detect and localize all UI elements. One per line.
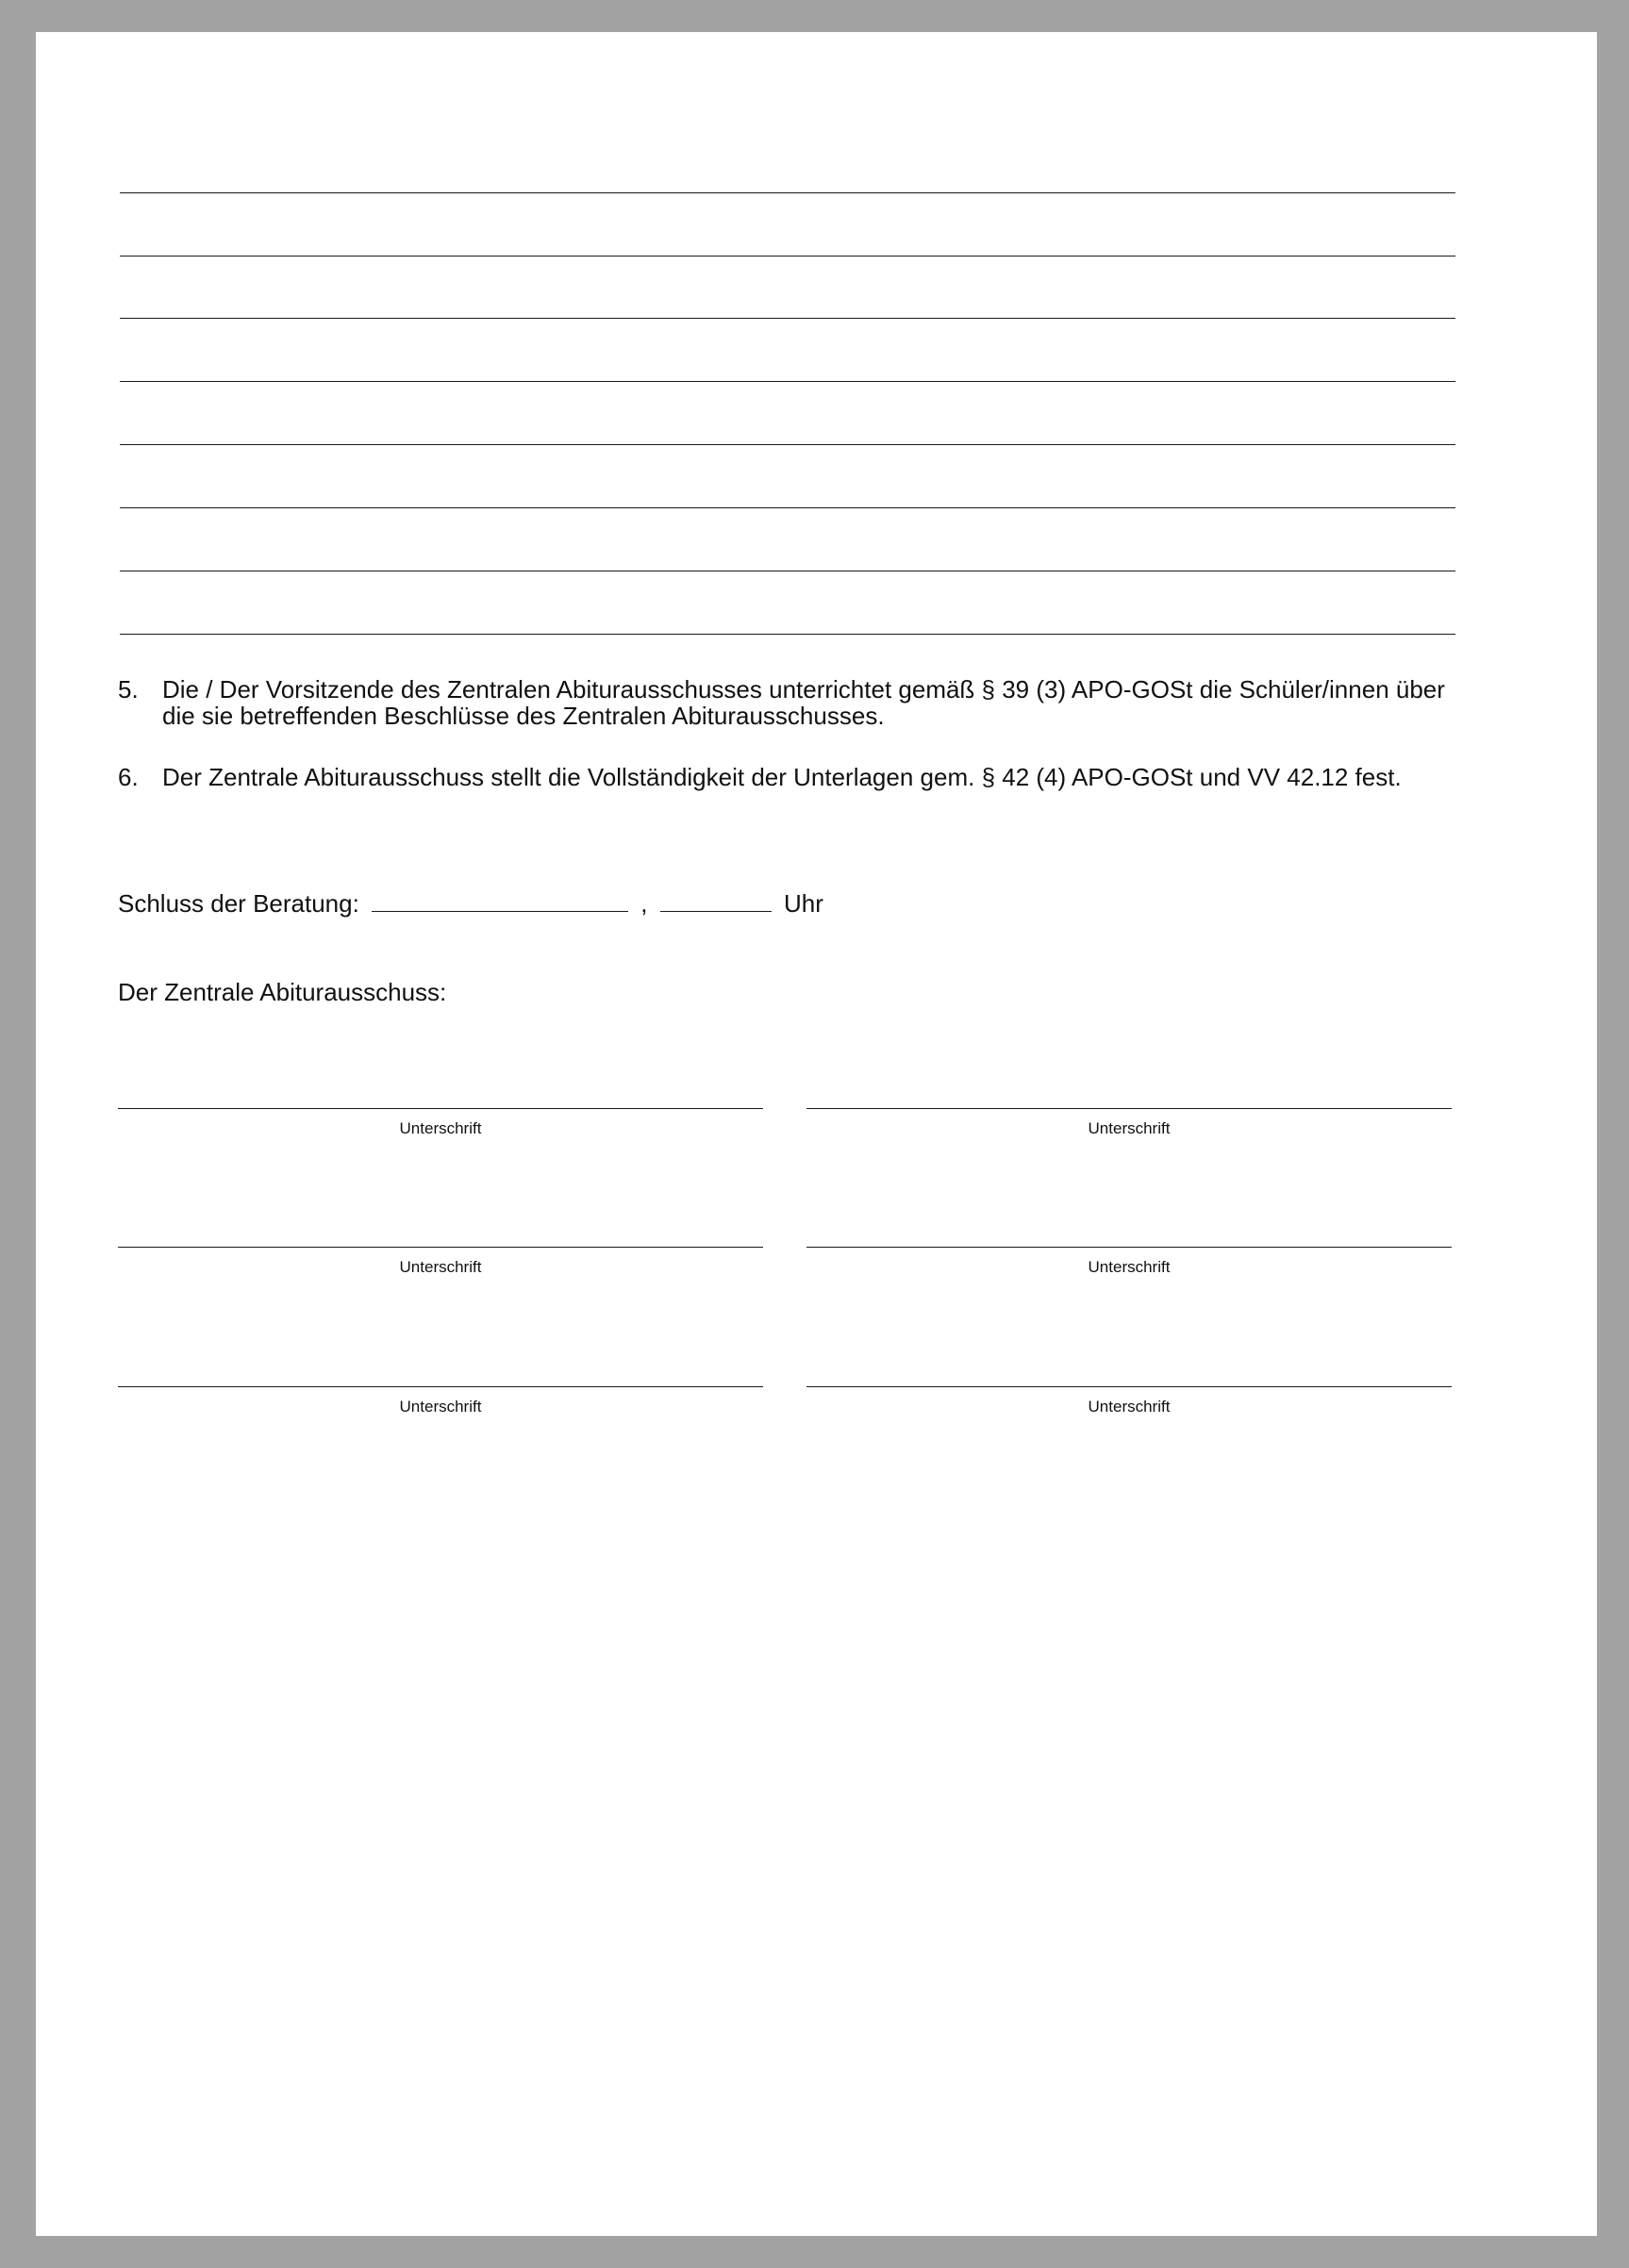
writing-line — [120, 634, 1455, 635]
list-item-6 — [118, 764, 1457, 790]
closing-unit: Uhr — [783, 889, 823, 918]
signature-label: Unterschrift — [399, 1258, 482, 1276]
item-text-line: die sie betreffenden Beschlüsse des Zentralen Abiturausschusses. — [162, 702, 885, 730]
signature-line[interactable] — [806, 1386, 1452, 1387]
closing-label: Schluss der Beratung: — [118, 889, 359, 918]
signature-line[interactable] — [806, 1108, 1452, 1109]
signature-label: Unterschrift — [1088, 1398, 1171, 1415]
signature-line[interactable] — [118, 1386, 763, 1387]
signature-label: Unterschrift — [399, 1398, 482, 1415]
writing-line — [120, 192, 1455, 193]
signature-label: Unterschrift — [1088, 1258, 1171, 1276]
item-text-line: Die / Der Vorsitzende des Zentralen Abiturausschusses unterrichtet gemäß § 39 (3) APO-GOSt die Schüler/innen über — [162, 675, 1445, 704]
time-blank-field[interactable] — [660, 892, 772, 912]
writing-line — [120, 318, 1455, 319]
closing-separator: , — [640, 889, 648, 918]
signature-label: Unterschrift — [399, 1119, 482, 1137]
signature-line[interactable] — [118, 1247, 763, 1248]
signature-line[interactable] — [806, 1247, 1452, 1248]
writing-line — [120, 256, 1455, 257]
writing-line — [120, 444, 1455, 445]
committee-heading: Der Zentrale Abiturausschuss: — [118, 978, 447, 1006]
date-blank-field[interactable] — [372, 892, 628, 912]
document-page — [36, 32, 1597, 2236]
item-text-line: Der Zentrale Abiturausschuss stellt die Vollständigkeit der Unterlagen gem. § 42 (4) APO-GOSt und VV 42.12 fest. — [162, 763, 1402, 791]
item-number: 5. — [118, 675, 139, 704]
writing-line — [120, 507, 1455, 508]
signature-label: Unterschrift — [1088, 1119, 1171, 1137]
signature-line[interactable] — [118, 1108, 763, 1109]
writing-line — [120, 381, 1455, 382]
item-number: 6. — [118, 763, 139, 791]
closing-time-row — [118, 889, 823, 918]
list-item-5 — [118, 676, 1457, 729]
